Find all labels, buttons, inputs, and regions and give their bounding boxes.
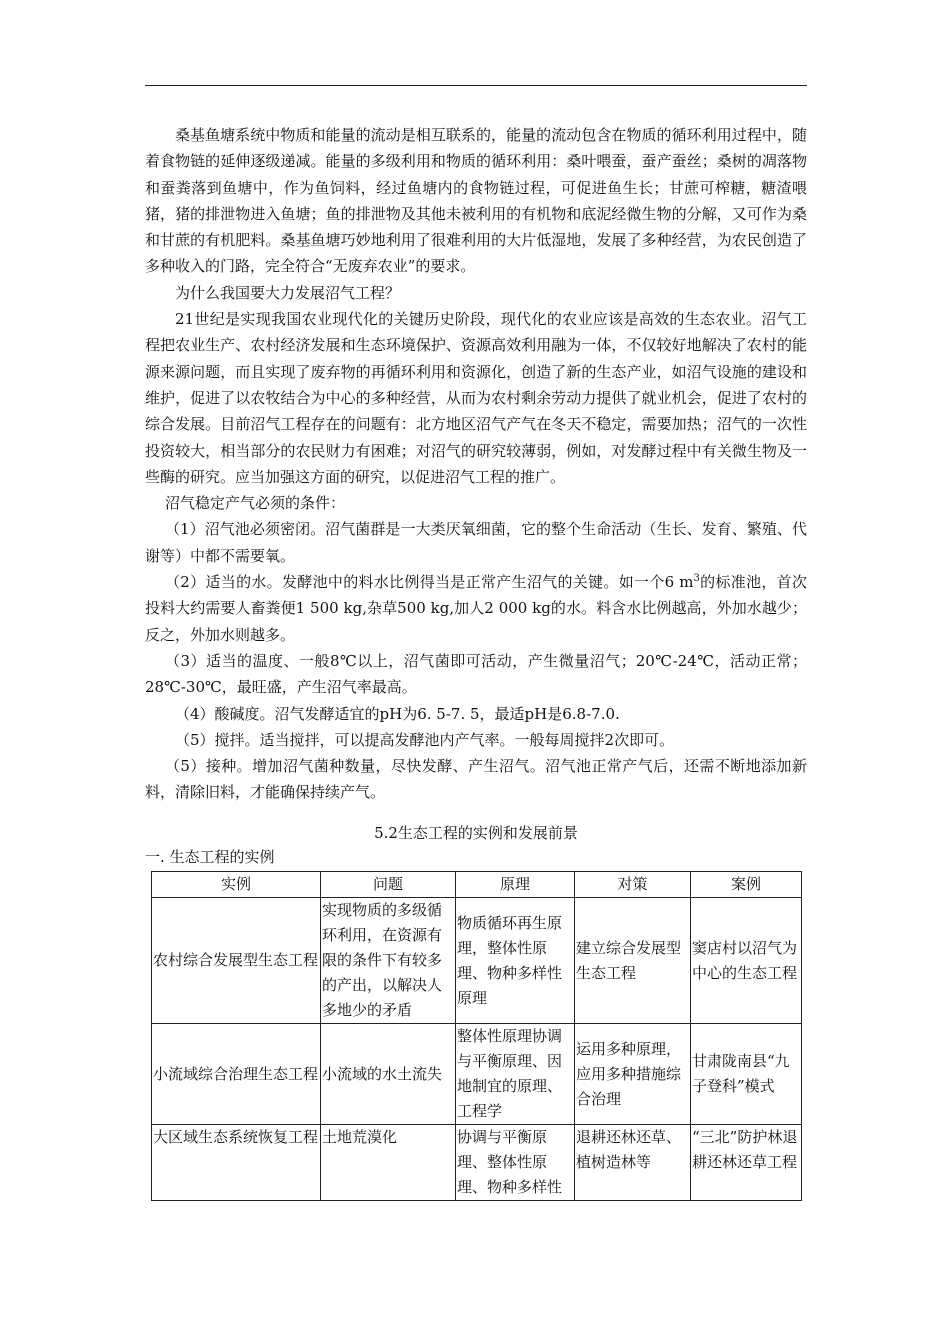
paragraph-condition-3: （3）适当的温度、一般8℃以上，沼气菌即可活动，产生微量沼气；20℃-24℃，活动正常；28℃-30℃，最旺盛，产生沼气率最高。 bbox=[145, 651, 807, 697]
paragraph-condition-6: （5）接种。增加沼气菌种数量，尽快发酵、产生沼气。沼气池正常产气后，还需不断地添加新料，清除旧料，才能确保持续产气。 bbox=[145, 757, 807, 802]
paragraph-sangji-yutang: 桑基鱼塘系统中物质和能量的流动是相互联系的，能量的流动包含在物质的循环利用过程中，随着食物链的延伸逐级递减。能量的多级利用和物质的循环利用：桑叶喂蚕，蚕产蚕丝；桑树的凋落物和蚕粪落到鱼塘中，作为鱼饲料，经过鱼塘内的食物链过程，可促进鱼生长；甘蔗可榨糖，糖渣喂猪，猪的排泄物进入鱼塘；鱼的排泄物及其他未被利用的有机物和底泥经微生物的分解，又可作为桑和甘蔗的有机肥料。桑基鱼塘巧妙地利用了很难利用的大片低湿地，发展了多种经营，为农民创造了多种收入的门路，完全符合“无废弃农业”的要求。 bbox=[145, 126, 807, 276]
paragraph-question: 为什么我国要大力发展沼气工程？ bbox=[175, 283, 401, 302]
paragraph-biogas-reason: 21世纪是实现我国农业现代化的关键历史阶段，现代化的农业应该是高效的生态农业。沼气工程把农业生产、农村经济发展和生态环境保护、资源高效利用融为一体，不仅较好地解决了农村的能源来源问题，而且实现了废弃物的再循环利用和资源化，创造了新的生态产业，如沼气设施的建设和维护，促进了以农牧结合为中心的多种经营，从而为农村剩余劳动力提供了就业机会，促进了农村的综合发展。目前沼气工程存在的问题有：北方地区沼气产气在冬天不稳定，需要加热；沼气的一次性投资较大，相当部分的农民财力有困难；对沼气的研究较薄弱，例如，对发酵过程中有关微生物及一些酶的研究。应当加强这方面的研究，以促进沼气工程的推广。 bbox=[145, 310, 807, 486]
table-row bbox=[152, 898, 802, 1024]
table-cell: 农村综合发展型生态工程 bbox=[152, 898, 321, 1024]
paragraph-conditions-intro: 沼气稳定产气必须的条件： bbox=[165, 494, 346, 513]
table-cell: 小流域的水土流失 bbox=[321, 1024, 456, 1125]
table-cell: 协调与平衡原理、整体性原理、物种多样性 bbox=[456, 1125, 575, 1201]
header-cell: 原理 bbox=[456, 872, 575, 898]
table-cell: 建立综合发展型生态工程 bbox=[575, 898, 691, 1024]
header-cell: 案例 bbox=[691, 872, 802, 898]
table-cell: 土地荒漠化 bbox=[321, 1125, 456, 1201]
paragraph-condition-1: （1）沼气池必须密闭。沼气菌群是一大类厌氧细菌，它的整个生命活动（生长、发育、繁殖、代谢等）中都不需要氧。 bbox=[145, 520, 807, 565]
table-cell: 实现物质的多级循环利用，在资源有限的条件下有较多的产出，以解决人多地少的矛盾 bbox=[321, 898, 456, 1024]
paragraph-condition-5: （5）搅拌。适当搅拌，可以提高发酵池内产气率。一般每周搅拌2次即可。 bbox=[175, 730, 675, 749]
table-cell: 运用多种原理，应用多种措施综合治理 bbox=[575, 1024, 691, 1125]
condition-2-part-b: 的标准池，首次投料大约需要人畜粪便1 500 kg,杂草500 kg,加人2 000 kg的水。料含水比例越高，外加水越少；反之，外加水则越多。 bbox=[145, 573, 807, 644]
paragraph-condition-4: （4）酸碱度。沼气发酵适宜的pH为6. 5-7. 5，最适pH是6.8-7.0. bbox=[175, 704, 620, 723]
condition-2-part-a: （2）适当的水。发酵池中的料水比例得当是正常产生沼气的关键。如一个6 m bbox=[165, 573, 694, 592]
header-cell: 对策 bbox=[575, 872, 691, 898]
table-cell: 窦店村以沼气为中心的生态工程 bbox=[691, 898, 802, 1024]
header-cell: 问题 bbox=[321, 872, 456, 898]
table-cell: 物质循环再生原理，整体性原理、物种多样性原理 bbox=[456, 898, 575, 1024]
table-cell: 整体性原理协调与平衡原理、因地制宜的原理、工程学 bbox=[456, 1024, 575, 1125]
paragraph-condition-2 bbox=[145, 569, 807, 648]
eco-engineering-table bbox=[151, 871, 802, 1201]
table-cell: 退耕还林还草、植树造林等 bbox=[575, 1125, 691, 1201]
header-cell: 实例 bbox=[152, 872, 321, 898]
table-row bbox=[152, 1024, 802, 1125]
table-row bbox=[152, 1125, 802, 1201]
subsection-title: 一. 生态工程的实例 bbox=[145, 848, 275, 866]
table-cell: 甘肃陇南县“九子登科”模式 bbox=[691, 1024, 802, 1125]
document-body bbox=[145, 122, 807, 806]
table-cell: 大区域生态系统恢复工程 bbox=[152, 1125, 321, 1201]
table-cell: 小流域综合治理生态工程 bbox=[152, 1024, 321, 1125]
section-title: 5.2生态工程的实例和发展前景 bbox=[374, 824, 578, 842]
superscript-3: 3 bbox=[693, 573, 700, 585]
table-header-row bbox=[152, 872, 802, 898]
header-rule bbox=[145, 85, 807, 86]
table-cell: “三北”防护林退耕还林还草工程 bbox=[691, 1125, 802, 1201]
